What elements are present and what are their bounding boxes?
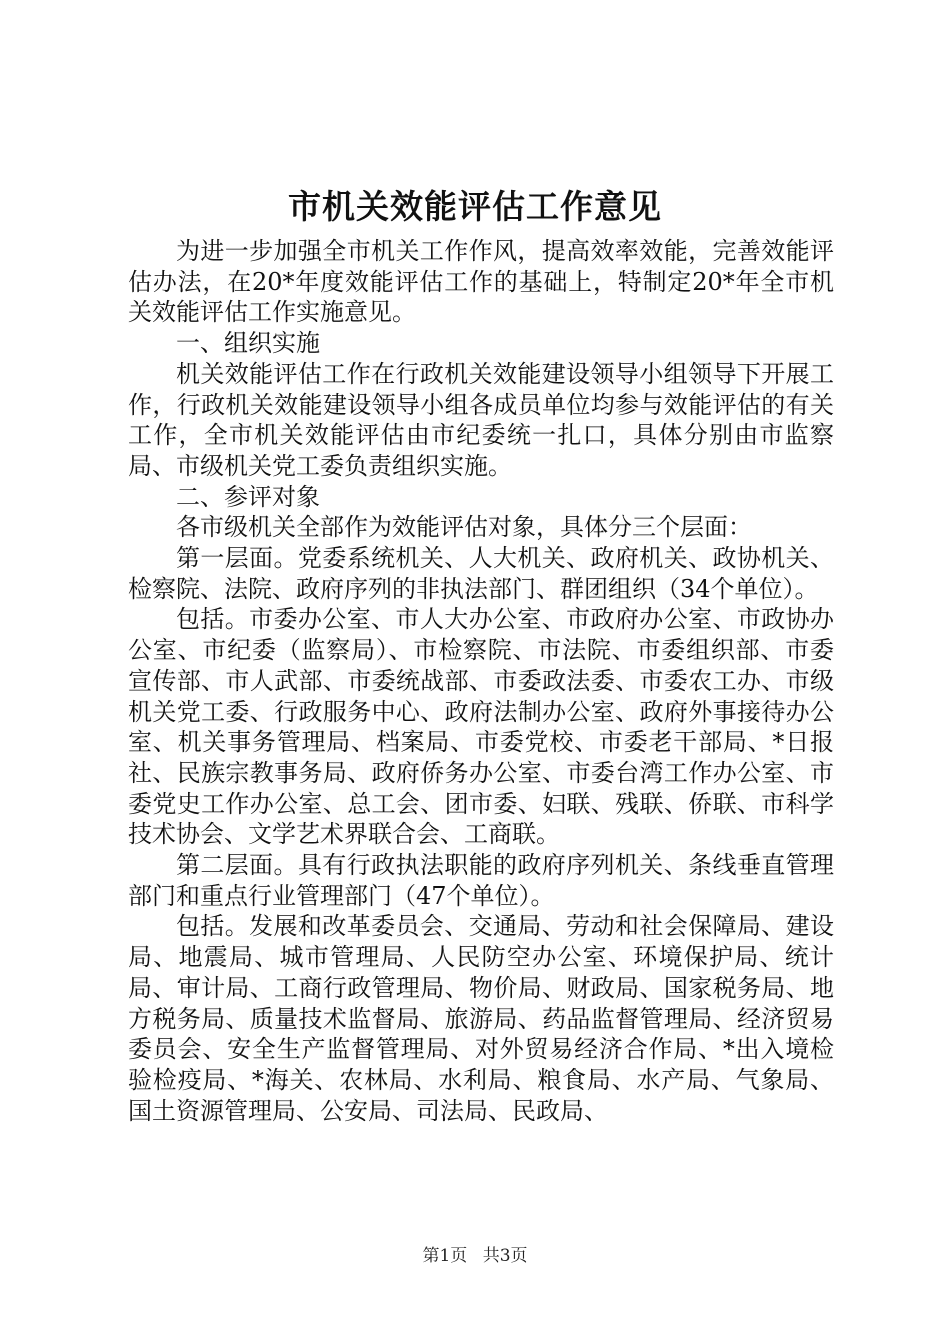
page-number-current: 第1页	[422, 1246, 468, 1266]
section-heading-organization: 一、组织实施	[176, 329, 320, 358]
intro-paragraph: 为进一步加强全市机关工作作风，提高效率效能，完善效能评估办法，在20*年度效能评估工作的基础上，特制定20*年全市机关效能评估工作实施意见。	[128, 237, 834, 327]
document-title: 市机关效能评估工作意见	[288, 187, 662, 226]
participants-paragraph: 各市级机关全部作为效能评估对象，具体分三个层面：	[176, 513, 752, 542]
page-number-total: 共3页	[482, 1246, 528, 1266]
level-two-list-paragraph: 包括。发展和改革委员会、交通局、劳动和社会保障局、建设局、地震局、城市管理局、人民防空办公室、环境保护局、统计局、审计局、工商行政管理局、物价局、财政局、国家税务局、地方税务局、质量技术监督局、旅游局、药品监督管理局、经济贸易委员会、安全生产监督管理局、对外贸易经济合作局、*出入境检验检疫局、*海关、农林局、水利局、粮食局、水产局、气象局、国土资源管理局、公安局、司法局、民政局、	[128, 912, 834, 1125]
page-footer	[0, 1244, 950, 1268]
section-heading-participants: 二、参评对象	[176, 482, 320, 511]
level-two-paragraph: 第二层面。具有行政执法职能的政府序列机关、条线垂直管理部门和重点行业管理部门（47个单位）。	[128, 851, 834, 910]
level-one-paragraph: 第一层面。党委系统机关、人大机关、政府机关、政协机关、检察院、法院、政府序列的非执法部门、群团组织（34个单位）。	[128, 544, 834, 603]
level-one-list-paragraph: 包括。市委办公室、市人大办公室、市政府办公室、市政协办公室、市纪委（监察局）、市检察院、市法院、市委组织部、市委宣传部、市人武部、市委统战部、市委政法委、市委农工办、市级机关党工委、行政服务中心、政府法制办公室、政府外事接待办公室、机关事务管理局、档案局、市委党校、市委老干部局、*日报社、民族宗教事务局、政府侨务办公室、市委台湾工作办公室、市委党史工作办公室、总工会、团市委、妇联、残联、侨联、市科学技术协会、文学艺术界联合会、工商联。	[128, 605, 834, 849]
document-body	[128, 236, 834, 1126]
organization-paragraph: 机关效能评估工作在行政机关效能建设领导小组领导下开展工作，行政机关效能建设领导小组各成员单位均参与效能评估的有关工作，全市机关效能评估由市纪委统一扎口，具体分别由市监察局、市级机关党工委负责组织实施。	[128, 359, 834, 480]
